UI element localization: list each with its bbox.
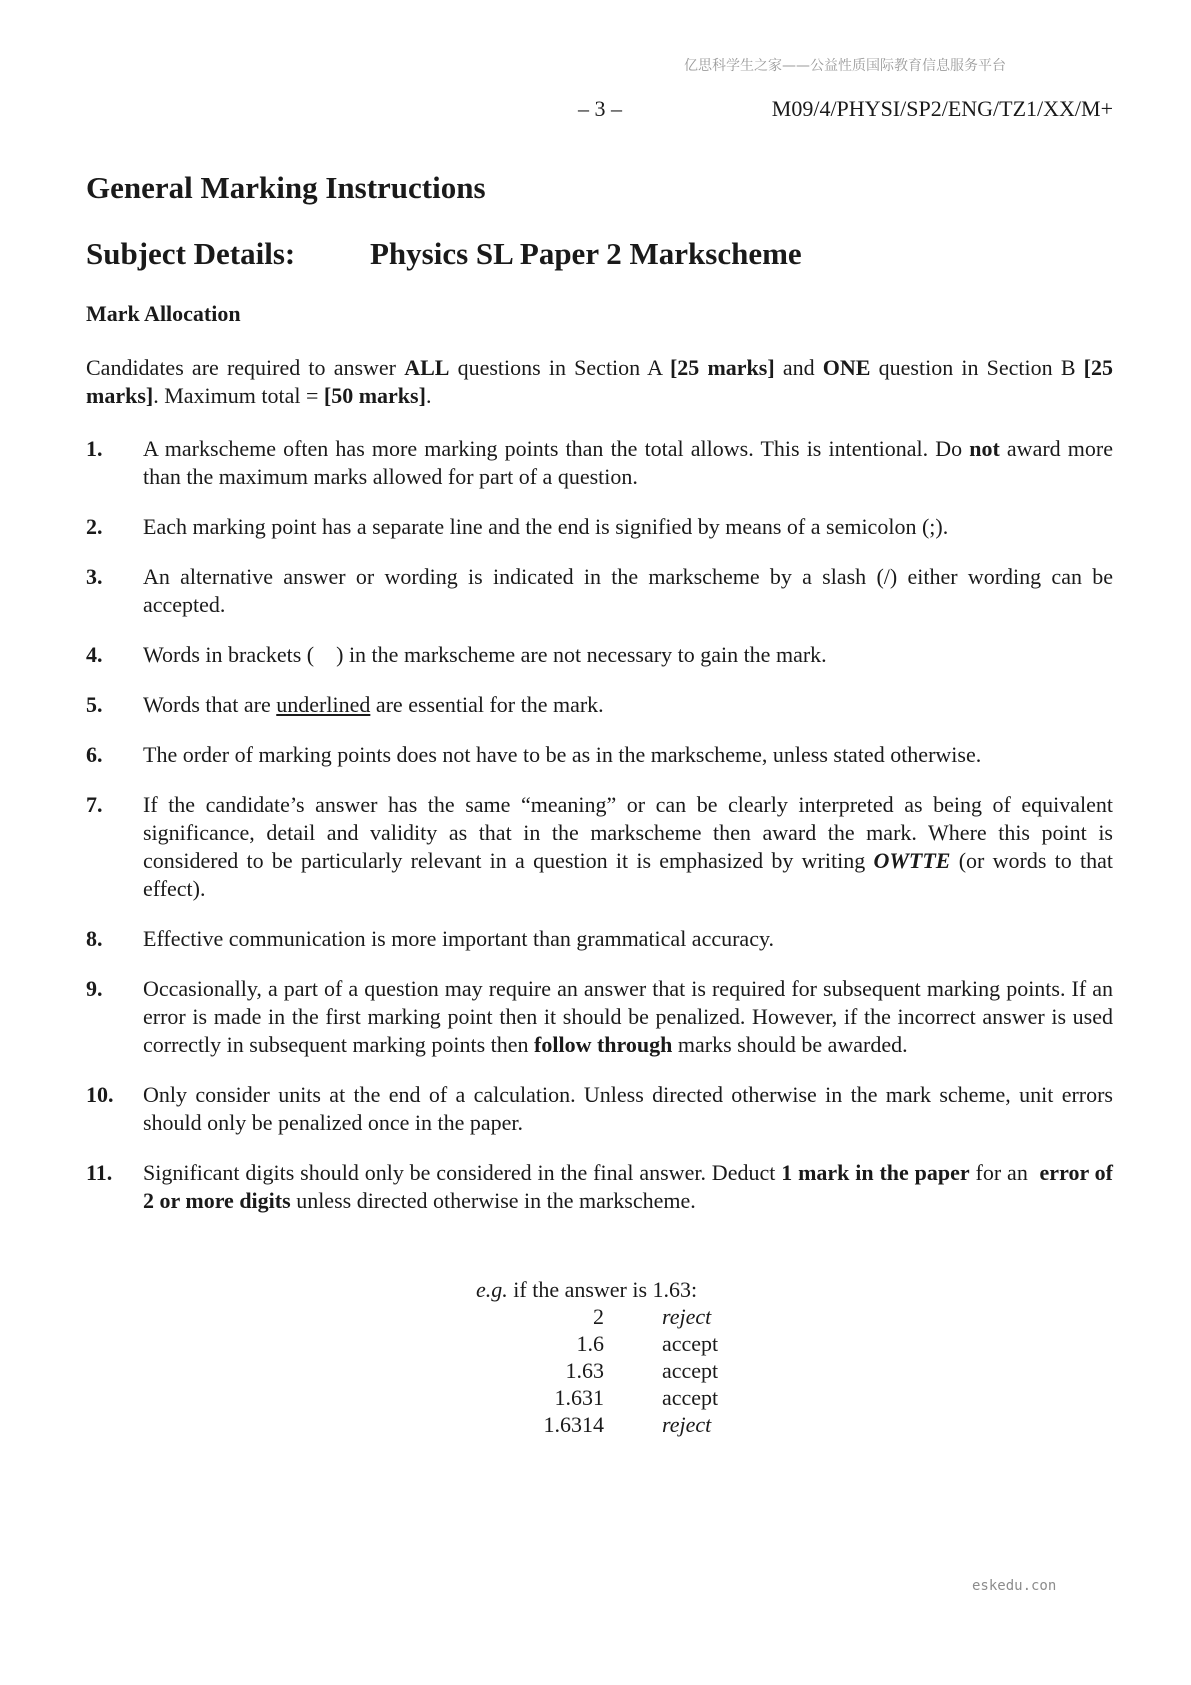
example-row <box>516 1330 718 1357</box>
item-number: 11. <box>86 1160 113 1185</box>
instruction-list <box>86 435 1113 1237</box>
mark-allocation-intro <box>86 354 1113 410</box>
page-header <box>0 96 1191 126</box>
example-value: 1.631 <box>554 1385 604 1410</box>
example-row <box>516 1303 718 1330</box>
document-code: M09/4/PHYSI/SP2/ENG/TZ1/XX/M+ <box>771 96 1113 121</box>
example-value: 2 <box>593 1304 604 1329</box>
item-text: The order of marking points does not have to be as in the markscheme, unless stated otherwise. <box>143 742 982 767</box>
watermark-bottom: eskedu.con <box>972 1578 1057 1594</box>
example-row <box>516 1357 718 1384</box>
intro-bold: ONE <box>822 355 871 380</box>
instruction-item <box>86 641 1113 669</box>
item-number: 10. <box>86 1082 114 1107</box>
watermark-top: 亿思科学生之家——公益性质国际教育信息服务平台 <box>684 58 1006 74</box>
example-value: 1.63 <box>565 1358 604 1383</box>
intro-bold: [25 marks] <box>669 355 775 380</box>
instruction-item <box>86 1081 1113 1137</box>
item-text: Each marking point has a separate line and the end is signified by means of a semicolon (;). <box>143 514 949 539</box>
example-verdict: reject <box>662 1412 712 1437</box>
example-verdict: accept <box>662 1385 719 1410</box>
item-text: A markscheme often has more marking points than the total allows. This is intentional. Do not award more than the maximum marks allowed for part of a question. <box>143 436 1113 489</box>
example-value: 1.6 <box>576 1331 604 1356</box>
item-number: 4. <box>86 642 103 667</box>
instruction-item <box>86 691 1113 719</box>
intro-text: . <box>425 383 432 408</box>
intro-text: question in Section B <box>870 355 1084 380</box>
instruction-item <box>86 563 1113 619</box>
underlined-word: underlined <box>276 692 371 717</box>
item-number: 6. <box>86 742 103 767</box>
instruction-item <box>86 513 1113 541</box>
instruction-item <box>86 741 1113 769</box>
example-verdict: reject <box>662 1304 712 1329</box>
sig-fig-example <box>476 1276 718 1438</box>
example-verdict: accept <box>662 1358 719 1383</box>
intro-text: . Maximum total = <box>153 383 324 408</box>
item-text: If the candidate’s answer has the same “meaning” or can be clearly interpreted as being of equivalent significance, detail and validity as that in the markscheme then award the mark. Where this point is considered to be particularly relevant in a question it is emphasized by writing OWTTE (or words to that effect). <box>143 792 1114 901</box>
item-text: Words in brackets ( ) in the markscheme are not necessary to gain the mark. <box>143 642 827 667</box>
item-text: Words that are underlined are essential for the mark. <box>143 692 604 717</box>
item-number: 8. <box>86 926 103 951</box>
item-number: 2. <box>86 514 103 539</box>
item-number: 5. <box>86 692 103 717</box>
item-text: Only consider units at the end of a calculation. Unless directed otherwise in the mark scheme, unit errors should only be penalized once in the paper. <box>143 1082 1113 1135</box>
instruction-item <box>86 975 1113 1059</box>
item-number: 1. <box>86 436 103 461</box>
instruction-item <box>86 1159 1113 1215</box>
mark-allocation-heading: Mark Allocation <box>86 301 241 326</box>
instruction-item <box>86 435 1113 491</box>
item-text: Significant digits should only be considered in the final answer. Deduct 1 mark in the paper for an error of 2 or more digits unless directed otherwise in the markscheme. <box>143 1160 1113 1213</box>
page-number: – 3 – <box>578 96 622 121</box>
example-row <box>516 1384 718 1411</box>
intro-bold: [50 marks] <box>323 383 426 408</box>
item-number: 7. <box>86 792 103 817</box>
intro-bold: ALL <box>404 355 450 380</box>
intro-text: questions in Section A <box>449 355 670 380</box>
page-title: General Marking Instructions <box>86 170 486 205</box>
example-lead: e.g. if the answer is 1.63: <box>476 1277 698 1302</box>
item-number: 9. <box>86 976 103 1001</box>
example-value: 1.6314 <box>543 1412 604 1437</box>
example-verdict: accept <box>662 1331 719 1356</box>
instruction-item <box>86 925 1113 953</box>
intro-bold: [25 marks] <box>86 355 1113 408</box>
subject-details <box>86 236 1106 272</box>
intro-text: and <box>774 355 823 380</box>
subject-label: Subject Details: <box>86 236 296 271</box>
example-table <box>516 1303 718 1438</box>
intro-text: Candidates are required to answer <box>86 355 405 380</box>
item-text: Effective communication is more important than grammatical accuracy. <box>143 926 775 951</box>
item-number: 3. <box>86 564 103 589</box>
subject-value: Physics SL Paper 2 Markscheme <box>370 236 802 271</box>
item-text: Occasionally, a part of a question may require an answer that is required for subsequent marking points. If an error is made in the first marking point then it should be penalized. However, if the incorrect answer is used correctly in subsequent marking points then follow through marks should be awarded. <box>143 976 1113 1057</box>
item-text: An alternative answer or wording is indicated in the markscheme by a slash (/) either wording can be accepted. <box>143 564 1113 617</box>
instruction-item <box>86 791 1113 903</box>
example-row <box>516 1411 718 1438</box>
